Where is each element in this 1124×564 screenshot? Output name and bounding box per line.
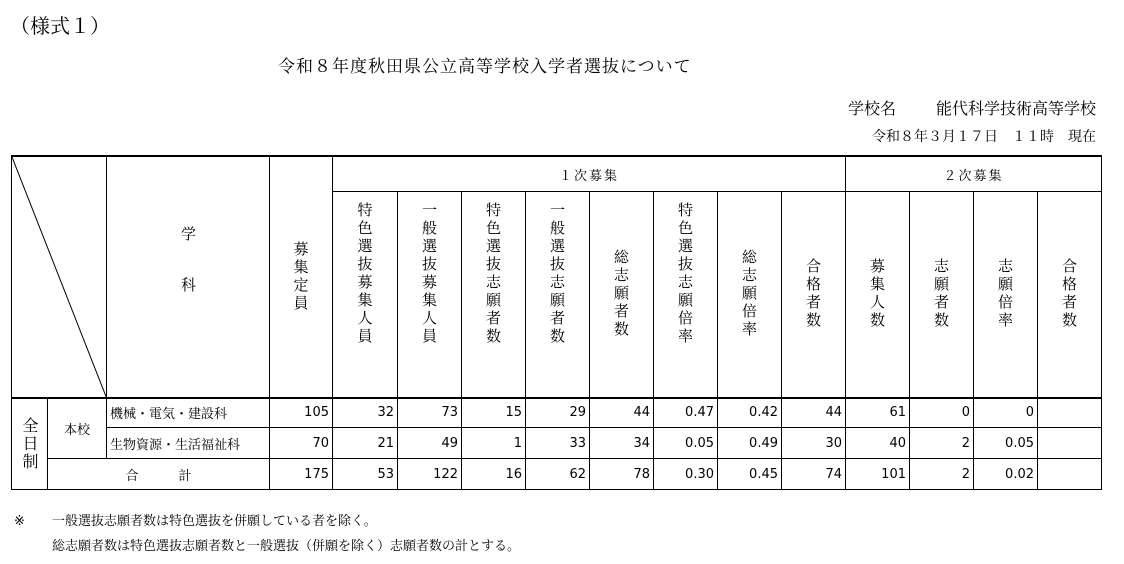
cell: 78 — [590, 459, 654, 490]
col-r1-5: 特色選抜志願倍率 — [654, 192, 718, 398]
document-title: 令和８年度秋田県公立高等学校入学者選抜について — [278, 57, 692, 77]
admission-results-table — [11, 155, 1102, 490]
cell: 0.42 — [718, 398, 782, 428]
school-name: 能代科学技術高等学校 — [935, 99, 1096, 118]
cell: 0.30 — [654, 459, 718, 490]
col-r1-7: 合格者数 — [782, 192, 846, 398]
cell: 0.05 — [654, 428, 718, 459]
cell: 0.05 — [974, 428, 1038, 459]
cell: 122 — [398, 459, 462, 490]
round2-header: ２次募集 — [846, 156, 1102, 192]
cell: 62 — [526, 459, 590, 490]
cell: 73 — [398, 398, 462, 428]
dept-header: 学科 — [107, 156, 270, 398]
cell: 16 — [462, 459, 526, 490]
cell: 53 — [333, 459, 398, 490]
cell: 32 — [333, 398, 398, 428]
cell: 33 — [526, 428, 590, 459]
capacity-value: 105 — [270, 398, 333, 428]
school-label: 学校名 — [847, 99, 896, 118]
cell: 0.47 — [654, 398, 718, 428]
cell: 74 — [782, 459, 846, 490]
cell — [1038, 428, 1102, 459]
cell: 15 — [462, 398, 526, 428]
dept-name: 機械・電気・建設科 — [107, 398, 270, 428]
cell: 1 — [462, 428, 526, 459]
cell: 0 — [910, 398, 974, 428]
cell: 61 — [846, 398, 910, 428]
diagonal-line — [12, 157, 107, 399]
col-r1-1: 一般選抜募集人員 — [398, 192, 462, 398]
col-r2-0: 募集人数 — [846, 192, 910, 398]
cell: 21 — [333, 428, 398, 459]
cell: 2 — [910, 428, 974, 459]
capacity-header: 募集定員 — [270, 156, 333, 398]
course-cell: 全日制 — [12, 398, 48, 490]
col-r1-6: 総志願倍率 — [718, 192, 782, 398]
form-label: （様式１） — [10, 14, 110, 38]
col-r2-1: 志願者数 — [910, 192, 974, 398]
cell: 40 — [846, 428, 910, 459]
cell — [1038, 459, 1102, 490]
note-line-2: 総志願者数は特色選抜志願者数と一般選抜（併願を除く）志願者数の計とする。 — [52, 539, 521, 554]
as-of-timestamp: 令和８年３月１７日 １１時 現在 — [872, 129, 1096, 145]
cell: 49 — [398, 428, 462, 459]
round1-header: １次募集 — [333, 156, 846, 192]
cell: 0.02 — [974, 459, 1038, 490]
cell: 44 — [782, 398, 846, 428]
col-r1-2: 特色選抜志願者数 — [462, 192, 526, 398]
note-line-1: 一般選抜志願者数は特色選抜を併願している者を除く。 — [52, 514, 377, 529]
campus-cell: 本校 — [48, 398, 107, 459]
cell: 29 — [526, 398, 590, 428]
school-name-row — [848, 96, 1096, 119]
capacity-value: 70 — [270, 428, 333, 459]
cell: 44 — [590, 398, 654, 428]
diagonal-header-cell — [12, 156, 107, 398]
cell: 0.49 — [718, 428, 782, 459]
cell: 0 — [974, 398, 1038, 428]
table-row — [12, 428, 1102, 459]
table-row — [12, 398, 1102, 428]
col-r1-4: 総志願者数 — [590, 192, 654, 398]
cell: 2 — [910, 459, 974, 490]
dept-name: 生物資源・生活福祉科 — [107, 428, 270, 459]
total-label: 合計 — [48, 459, 270, 490]
col-r1-3: 一般選抜志願者数 — [526, 192, 590, 398]
footnotes — [14, 510, 520, 560]
total-row — [12, 459, 1102, 490]
col-r2-3: 合格者数 — [1038, 192, 1102, 398]
col-r1-0: 特色選抜募集人員 — [333, 192, 398, 398]
cell: 34 — [590, 428, 654, 459]
col-r2-2: 志願倍率 — [974, 192, 1038, 398]
cell — [1038, 398, 1102, 428]
note-mark: ※ — [14, 514, 25, 529]
cell: 101 — [846, 459, 910, 490]
cell: 30 — [782, 428, 846, 459]
capacity-value: 175 — [270, 459, 333, 490]
cell: 0.45 — [718, 459, 782, 490]
